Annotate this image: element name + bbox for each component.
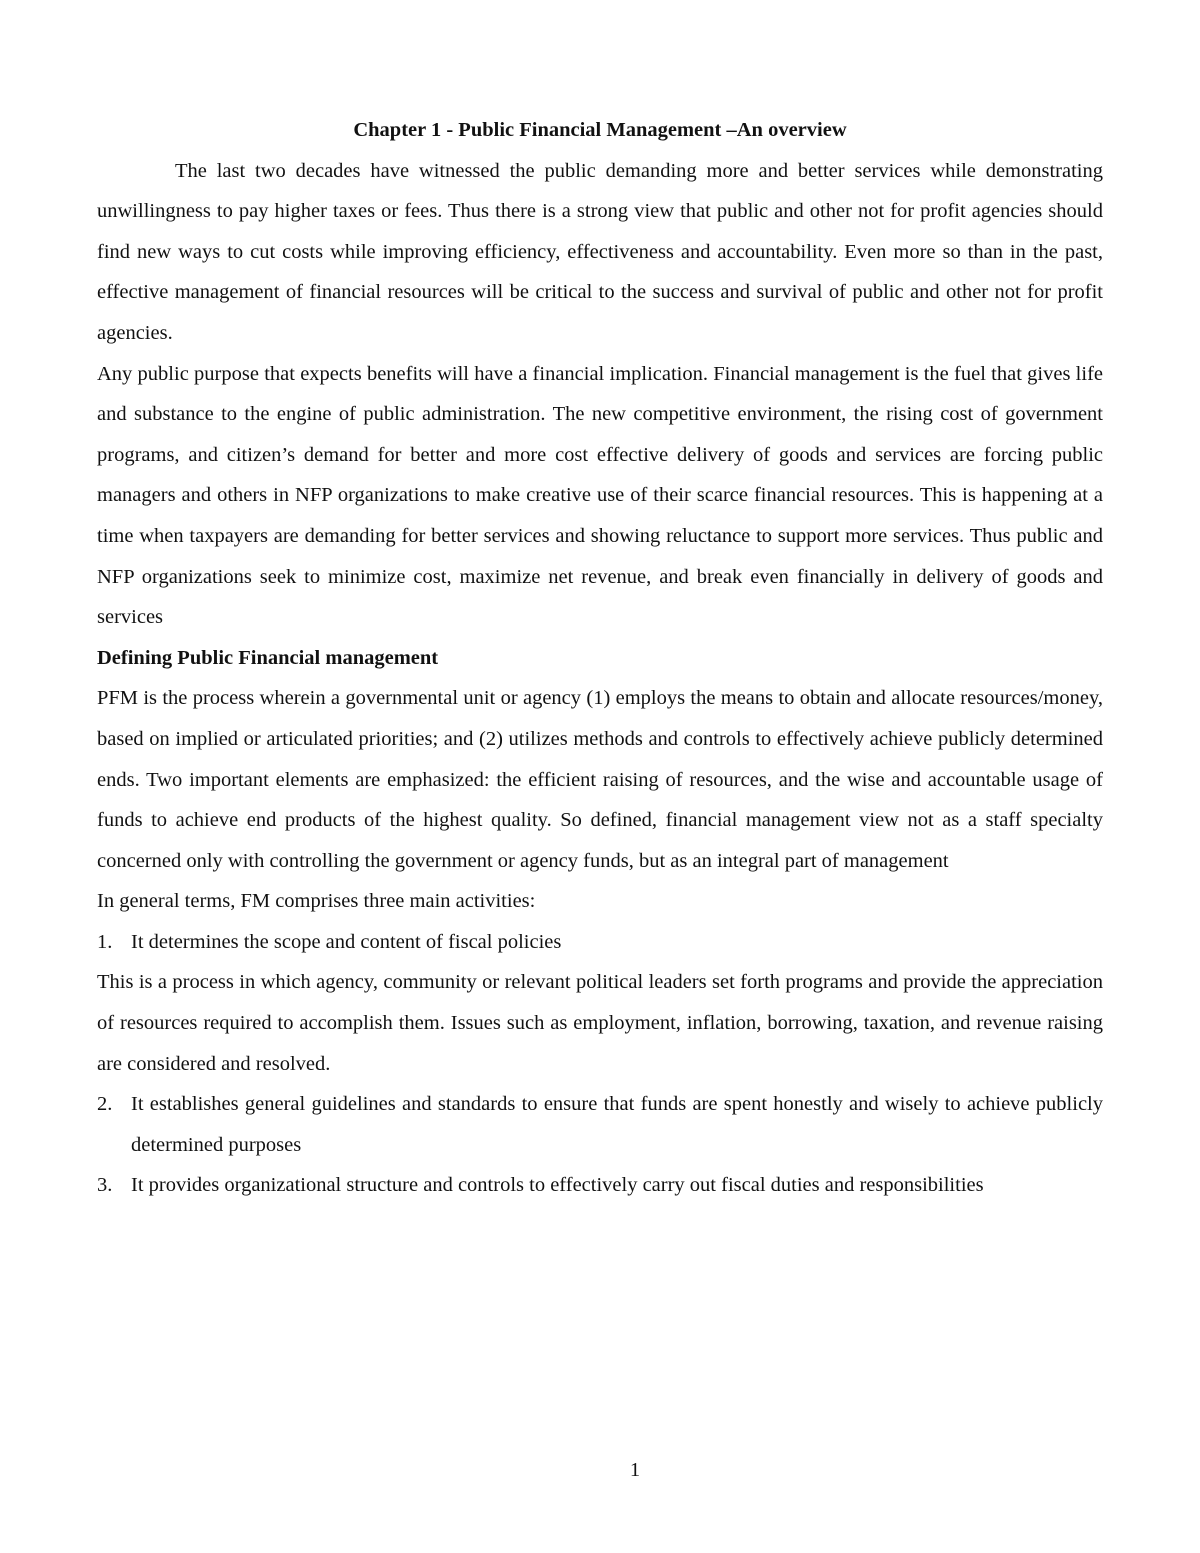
page-number: 1: [629, 1459, 641, 1481]
intro-paragraph: The last two decades have witnessed the public demanding more and better services while demonstrating unwillingness to pay higher taxes or fees. Thus there is a strong view that public and other not for profit agencies should find new ways to cut costs while improving efficiency, effectiveness and accountability. Even more so than in the past, effective management of financial resources will be critical to the success and survival of public and other not for profit agencies.: [97, 159, 1103, 344]
section-heading: Defining Public Financial management: [97, 646, 439, 669]
pfm-definition-paragraph: PFM is the process wherein a governmental unit or agency (1) employs the means to obtain and allocate resources/money, based on implied or articulated priorities; and (2) utilizes methods and controls to effectively achieve publicly determined ends. Two important elements are emphasized: the efficient raising of resources, and the wise and accountable usage of funds to achieve end products of the highest quality. So defined, financial management view not as a staff specialty concerned only with controlling the government or agency funds, but as an integral part of management: [97, 687, 1103, 872]
activities-intro: In general terms, FM comprises three main activities:: [97, 890, 536, 913]
chapter-title: Chapter 1 - Public Financial Management –An overview: [353, 119, 847, 141]
list-item-number: 2.: [97, 1093, 113, 1116]
public-purpose-paragraph: Any public purpose that expects benefits will have a financial implication. Financial management is the fuel that gives life and substance to the engine of public administration. The new competitive environment, the rising cost of government programs, and citizen’s demand for better and more cost effective delivery of goods and services are forcing public managers and others in NFP organizations to make creative use of their scarce financial resources. This is happening at a time when taxpayers are demanding for better services and showing reluctance to support more services. Thus public and NFP organizations seek to minimize cost, maximize net revenue, and break even financially in delivery of goods and services: [97, 362, 1103, 629]
list-item-text: It determines the scope and content of fiscal policies: [131, 930, 562, 953]
list-item-number: 1.: [97, 930, 113, 953]
list-item-text: It provides organizational structure and controls to effectively carry out fiscal duties and responsibilities: [131, 1174, 984, 1197]
page-content: [97, 110, 1103, 1206]
list-item: [97, 1165, 1103, 1206]
activity-1-explanation: This is a process in which agency, community or relevant political leaders set forth programs and provide the appreciation of resources required to accomplish them. Issues such as employment, inflation, borrowing, taxation, and revenue raising are considered and resolved.: [97, 971, 1103, 1075]
list-item-number: 3.: [97, 1174, 113, 1197]
list-item: [97, 1084, 1103, 1165]
list-item-text: It establishes general guidelines and standards to ensure that funds are spent honestly and wisely to achieve publicly determined purposes: [131, 1093, 1103, 1156]
list-item: [97, 922, 1103, 963]
